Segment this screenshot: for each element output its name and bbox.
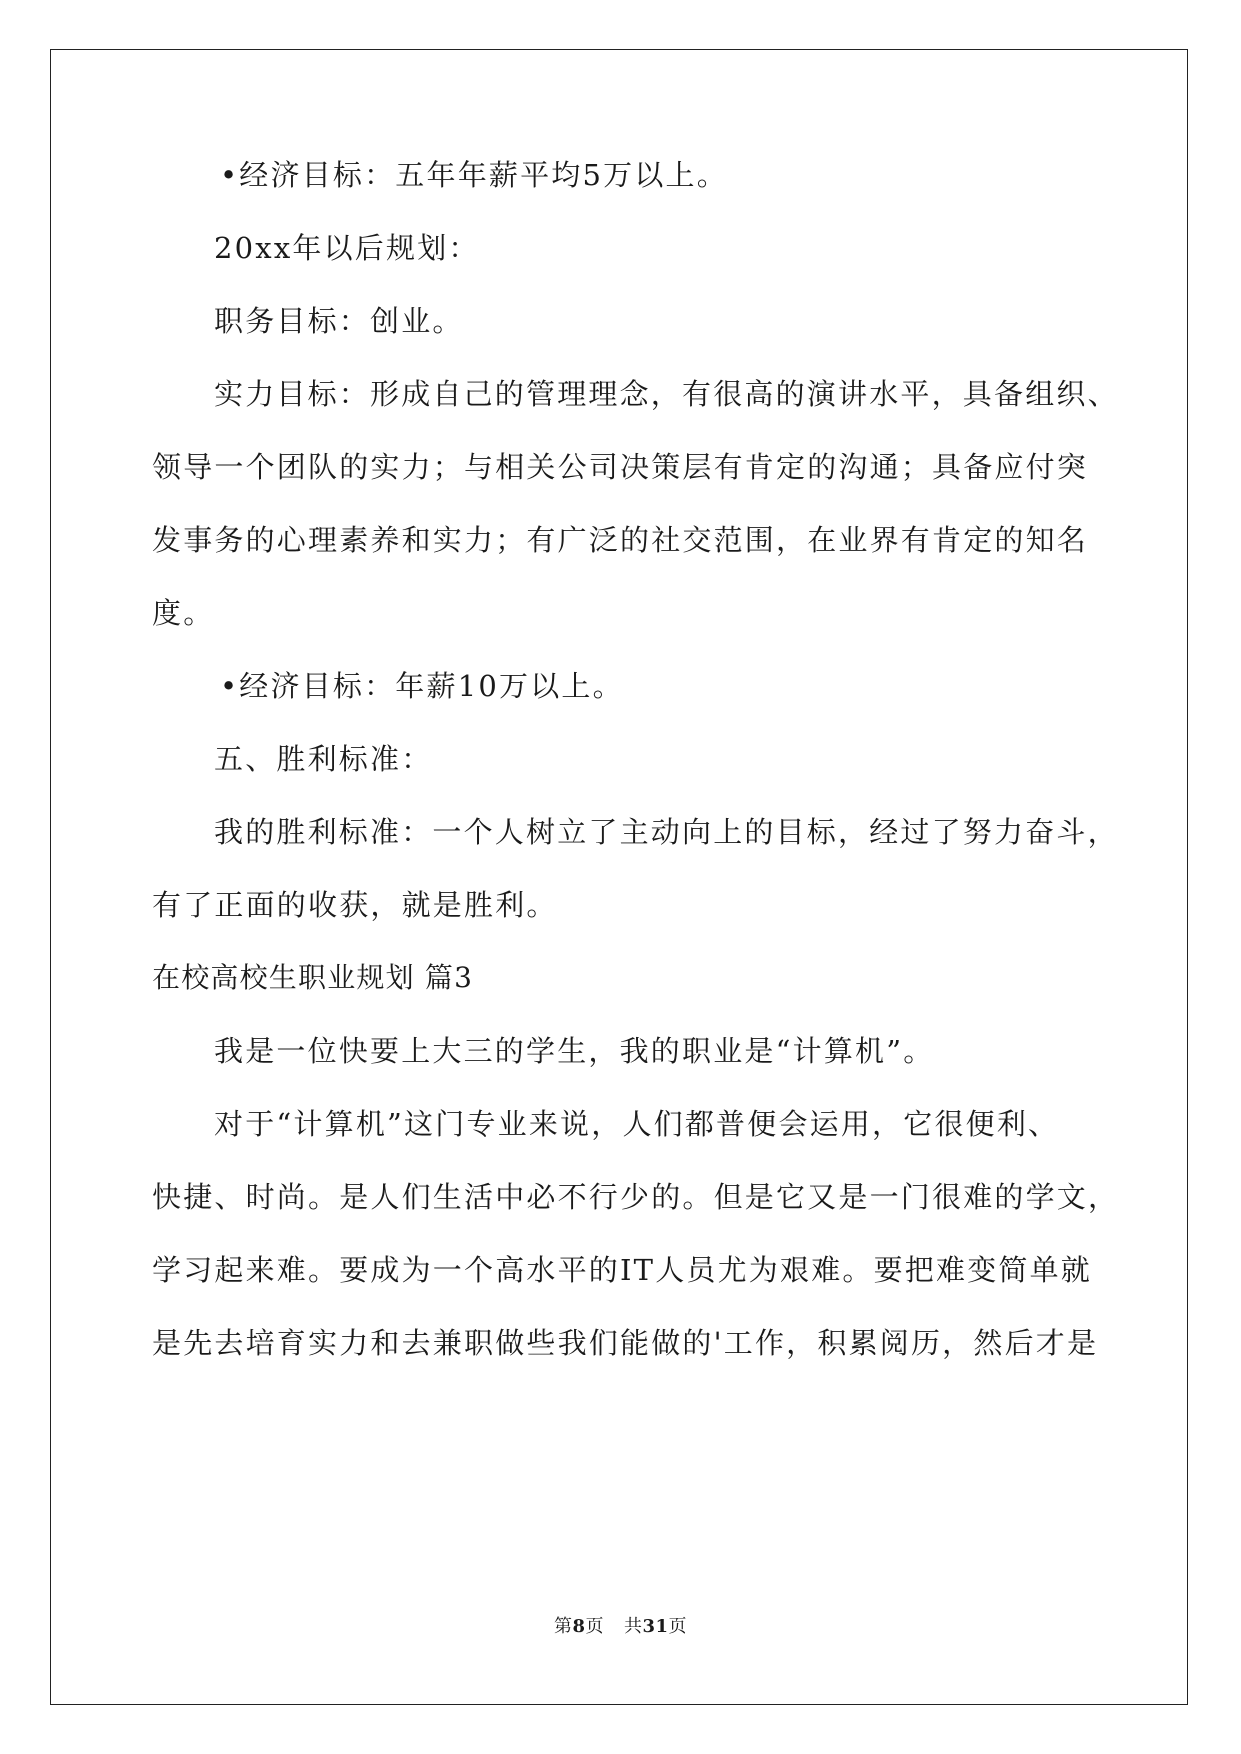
- paragraph-line: 实力目标：形成自己的管理理念，有很高的演讲水平，具备组织、: [214, 377, 1119, 411]
- current-page-number: 8: [572, 1616, 586, 1637]
- footer-total-suffix: 页: [668, 1616, 688, 1637]
- paragraph-line: 是先去培育实力和去兼职做些我们能做的'工作，积累阅历，然后才是: [152, 1326, 1099, 1360]
- paragraph-line: 发事务的心理素养和实力；有广泛的社交范围，在业界有肯定的知名: [152, 523, 1089, 557]
- paragraph-line: 五、胜利标准：: [214, 742, 433, 776]
- footer-total-prefix: 共: [623, 1616, 643, 1637]
- paragraph-line: 20xx年以后规划：: [214, 231, 480, 265]
- paragraph-line: 对于“计算机”这门专业来说，人们都普便会运用，它很便利、: [214, 1107, 1060, 1141]
- paragraph-line: 职务目标：创业。: [214, 304, 464, 338]
- page-border: [50, 49, 1188, 1705]
- paragraph-line: 领导一个团队的实力；与相关公司决策层有肯定的沟通；具备应付突: [152, 450, 1089, 484]
- paragraph-line: 度。: [152, 596, 215, 630]
- paragraph-line: 有了正面的收获，就是胜利。: [152, 888, 558, 922]
- paragraph-line: •经济目标：年薪10万以上。: [220, 669, 624, 703]
- paragraph-line: 我的胜利标准：一个人树立了主动向上的目标，经过了努力奋斗，: [214, 815, 1119, 849]
- footer-page-suffix: 页: [585, 1616, 604, 1637]
- paragraph-line: 学习起来难。要成为一个高水平的IT人员尤为艰难。要把难变简单就: [152, 1253, 1092, 1287]
- paragraph-line: 我是一位快要上大三的学生，我的职业是“计算机”。: [214, 1034, 935, 1068]
- total-page-count: 31: [642, 1616, 669, 1637]
- page-footer: [0, 1612, 1241, 1638]
- footer-prefix: 第: [553, 1616, 573, 1637]
- paragraph-line: 快捷、时尚。是人们生活中必不行少的。但是它又是一门很难的学文，: [152, 1180, 1120, 1214]
- section-heading: 在校高校生职业规划 篇3: [152, 961, 474, 994]
- paragraph-line: •经济目标：五年年薪平均5万以上。: [220, 158, 728, 192]
